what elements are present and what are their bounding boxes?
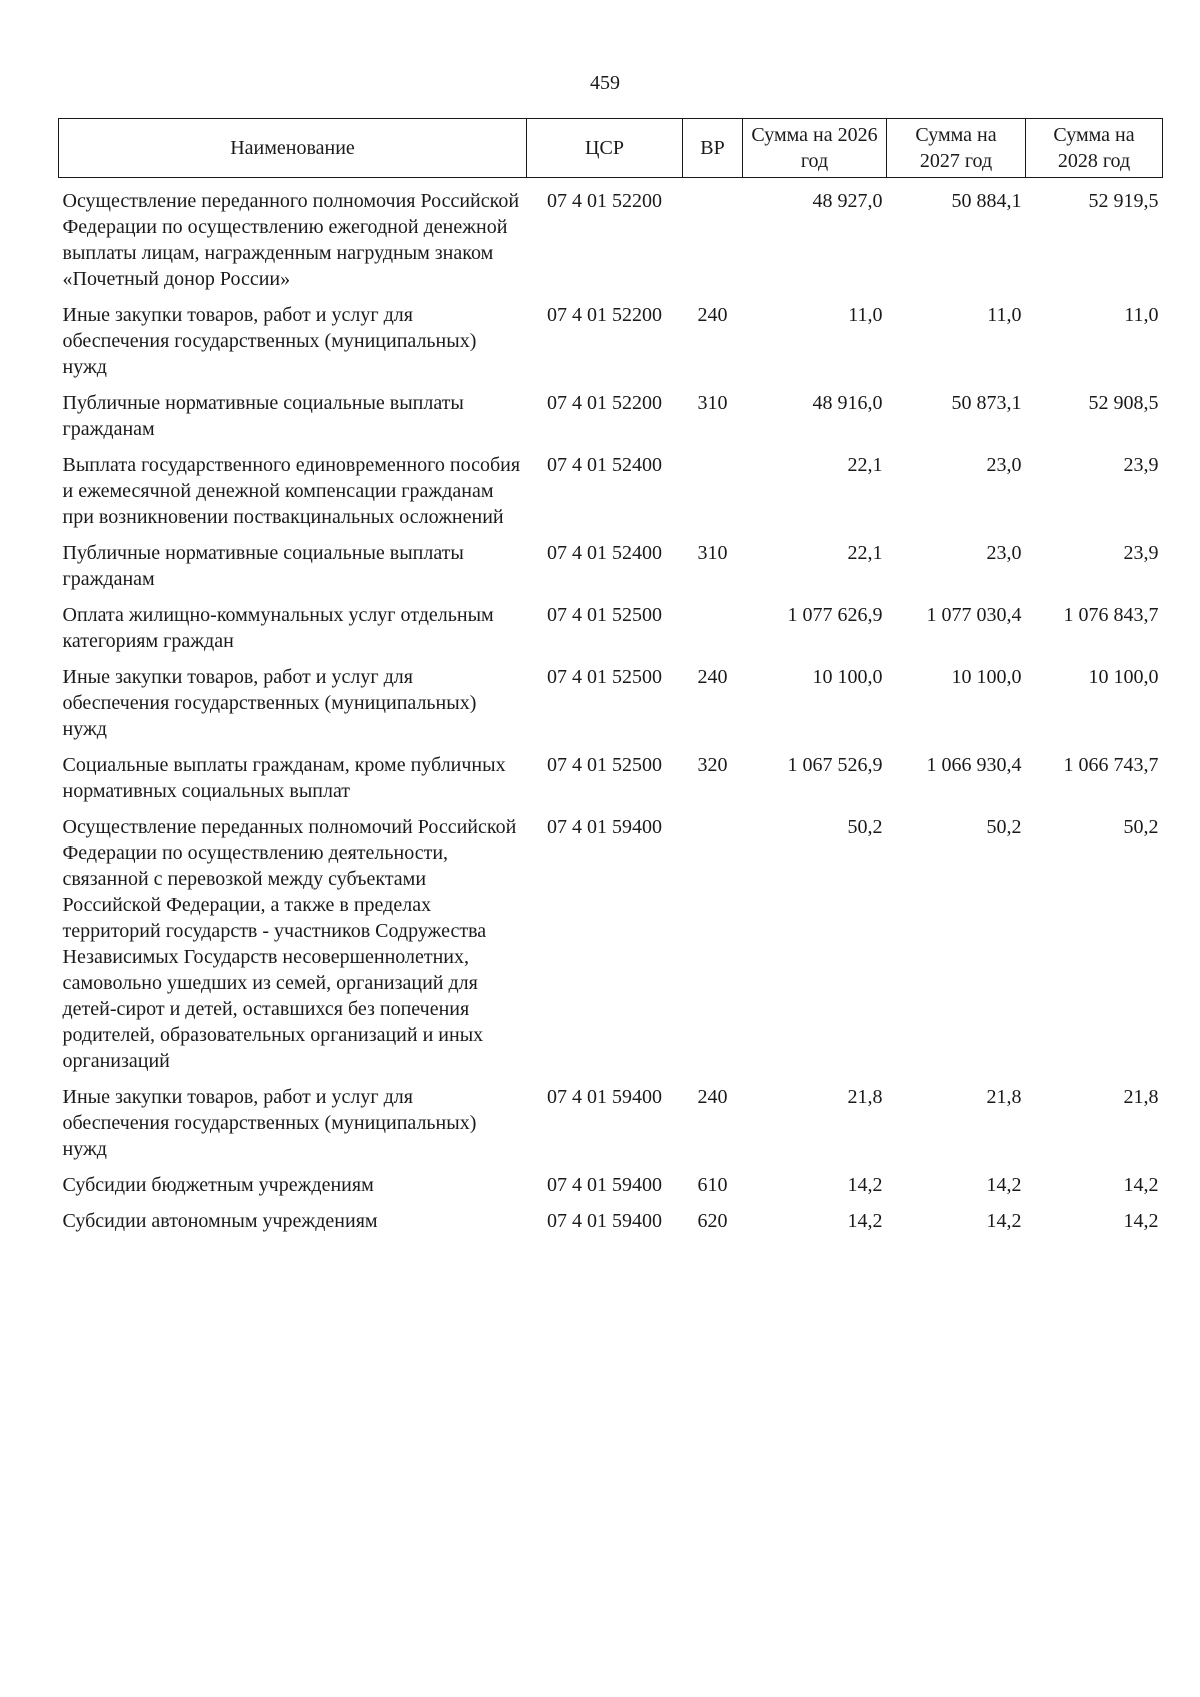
row-sum-2026: 14,2: [847, 1210, 883, 1232]
row-csr: 07 4 01 59400: [547, 1210, 662, 1232]
row-sum-2027: 50,2: [986, 816, 1022, 838]
row-csr: 07 4 01 59400: [547, 816, 662, 838]
row-name: Оплата жилищно-коммунальных услуг отдельным категориям граждан: [62, 604, 494, 652]
row-name: Публичные нормативные социальные выплаты гражданам: [62, 392, 464, 440]
row-sum-2027: 10 100,0: [951, 666, 1022, 688]
table-row: [59, 1084, 1163, 1172]
table-row: [59, 178, 1163, 303]
row-name: Иные закупки товаров, работ и услуг для обеспечения государственных (муниципальных) нужд: [62, 666, 477, 740]
row-sum-2027: 23,0: [986, 542, 1022, 564]
table-body: [59, 178, 1163, 1245]
table-row: [59, 540, 1163, 602]
row-sum-2026: 10 100,0: [812, 666, 883, 688]
header-row: [59, 119, 1163, 178]
table-row: [59, 302, 1163, 390]
row-name: Осуществление переданных полномочий Российской Федерации по осуществлению деятельности, связанной с перевозкой между субъектами Российской Федерации, а также в пределах территорий государств - участников Содружества Независимых Государств несовершеннолетних, самовольно ушедших из семей, организаций для детей-сирот и детей, оставшихся без попечения родителей, образовательных организаций и иных организаций: [62, 816, 517, 1072]
row-csr: 07 4 01 59400: [547, 1174, 662, 1196]
row-sum-2027: 21,8: [986, 1086, 1022, 1108]
table-row: [59, 452, 1163, 540]
row-vr: [683, 452, 743, 540]
row-sum-2028: 21,8: [1123, 1086, 1159, 1108]
row-sum-2027: 14,2: [986, 1210, 1022, 1232]
row-sum-2027: 1 077 030,4: [926, 604, 1022, 626]
row-sum-2028: 1 066 743,7: [1063, 754, 1159, 776]
table-header: [59, 119, 1163, 178]
budget-table: [58, 118, 1163, 1244]
row-name: Публичные нормативные социальные выплаты гражданам: [62, 542, 464, 590]
row-vr: [683, 602, 743, 664]
row-sum-2028: 23,9: [1123, 542, 1159, 564]
row-sum-2028: 1 076 843,7: [1063, 604, 1159, 626]
row-sum-2028: 14,2: [1123, 1210, 1159, 1232]
row-sum-2026: 48 916,0: [812, 392, 883, 414]
row-csr: 07 4 01 52400: [547, 454, 662, 476]
row-sum-2026: 50,2: [847, 816, 883, 838]
row-vr: 310: [697, 542, 728, 564]
row-sum-2027: 1 066 930,4: [926, 754, 1022, 776]
row-sum-2026: 1 077 626,9: [787, 604, 883, 626]
row-vr: [683, 178, 743, 303]
row-sum-2027: 14,2: [986, 1174, 1022, 1196]
row-vr: 320: [697, 754, 728, 776]
row-sum-2027: 50 873,1: [951, 392, 1022, 414]
header-sum-2026: Сумма на 2026 год: [743, 119, 887, 178]
row-csr: 07 4 01 52200: [547, 304, 662, 326]
row-sum-2026: 1 067 526,9: [787, 754, 883, 776]
table-row: [59, 1208, 1163, 1244]
row-csr: 07 4 01 52400: [547, 542, 662, 564]
row-csr: 07 4 01 52500: [547, 666, 662, 688]
header-sum-2027: Сумма на 2027 год: [887, 119, 1026, 178]
row-vr: 310: [697, 392, 728, 414]
header-sum-2028: Сумма на 2028 год: [1026, 119, 1163, 178]
row-name: Иные закупки товаров, работ и услуг для обеспечения государственных (муниципальных) нужд: [62, 1086, 477, 1160]
header-vr: ВР: [683, 119, 743, 178]
row-name: Социальные выплаты гражданам, кроме публичных нормативных социальных выплат: [62, 754, 506, 802]
table-row: [59, 1172, 1163, 1208]
row-sum-2026: 11,0: [848, 304, 883, 326]
row-vr: 240: [697, 1086, 728, 1108]
table-row: [59, 752, 1163, 814]
header-csr: ЦСР: [527, 119, 683, 178]
row-vr: 240: [697, 666, 728, 688]
row-csr: 07 4 01 52200: [547, 190, 662, 212]
row-csr: 07 4 01 59400: [547, 1086, 662, 1108]
table-row: [59, 602, 1163, 664]
row-sum-2027: 23,0: [986, 454, 1022, 476]
row-sum-2026: 21,8: [847, 1086, 883, 1108]
row-vr: 610: [697, 1174, 728, 1196]
row-sum-2028: 52 908,5: [1088, 392, 1159, 414]
row-sum-2028: 11,0: [1124, 304, 1159, 326]
row-sum-2028: 23,9: [1123, 454, 1159, 476]
row-sum-2028: 10 100,0: [1088, 666, 1159, 688]
row-vr: [683, 814, 743, 1084]
row-name: Выплата государственного единовременного пособия и ежемесячной денежной компенсации гражданам при возникновении поствакцинальных осложнений: [62, 454, 521, 528]
row-sum-2026: 48 927,0: [812, 190, 883, 212]
page-number: 459: [590, 72, 620, 94]
header-name: Наименование: [59, 119, 527, 178]
table-row: [59, 814, 1163, 1084]
row-sum-2028: 14,2: [1123, 1174, 1159, 1196]
row-sum-2028: 50,2: [1123, 816, 1159, 838]
row-sum-2027: 50 884,1: [951, 190, 1022, 212]
table-row: [59, 664, 1163, 752]
row-csr: 07 4 01 52500: [547, 754, 662, 776]
row-sum-2027: 11,0: [987, 304, 1022, 326]
row-csr: 07 4 01 52200: [547, 392, 662, 414]
row-name: Иные закупки товаров, работ и услуг для обеспечения государственных (муниципальных) нужд: [62, 304, 477, 378]
row-name: Субсидии бюджетным учреждениям: [62, 1174, 374, 1196]
row-vr: 240: [697, 304, 728, 326]
row-vr: 620: [697, 1210, 728, 1232]
row-sum-2028: 52 919,5: [1088, 190, 1159, 212]
row-csr: 07 4 01 52500: [547, 604, 662, 626]
row-sum-2026: 14,2: [847, 1174, 883, 1196]
row-sum-2026: 22,1: [847, 454, 883, 476]
row-name: Осуществление переданного полномочия Российской Федерации по осуществлению ежегодной денежной выплаты лицам, награжденным нагрудным знаком «Почетный донор России»: [62, 190, 520, 290]
table-row: [59, 390, 1163, 452]
row-name: Субсидии автономным учреждениям: [62, 1210, 378, 1232]
row-sum-2026: 22,1: [847, 542, 883, 564]
